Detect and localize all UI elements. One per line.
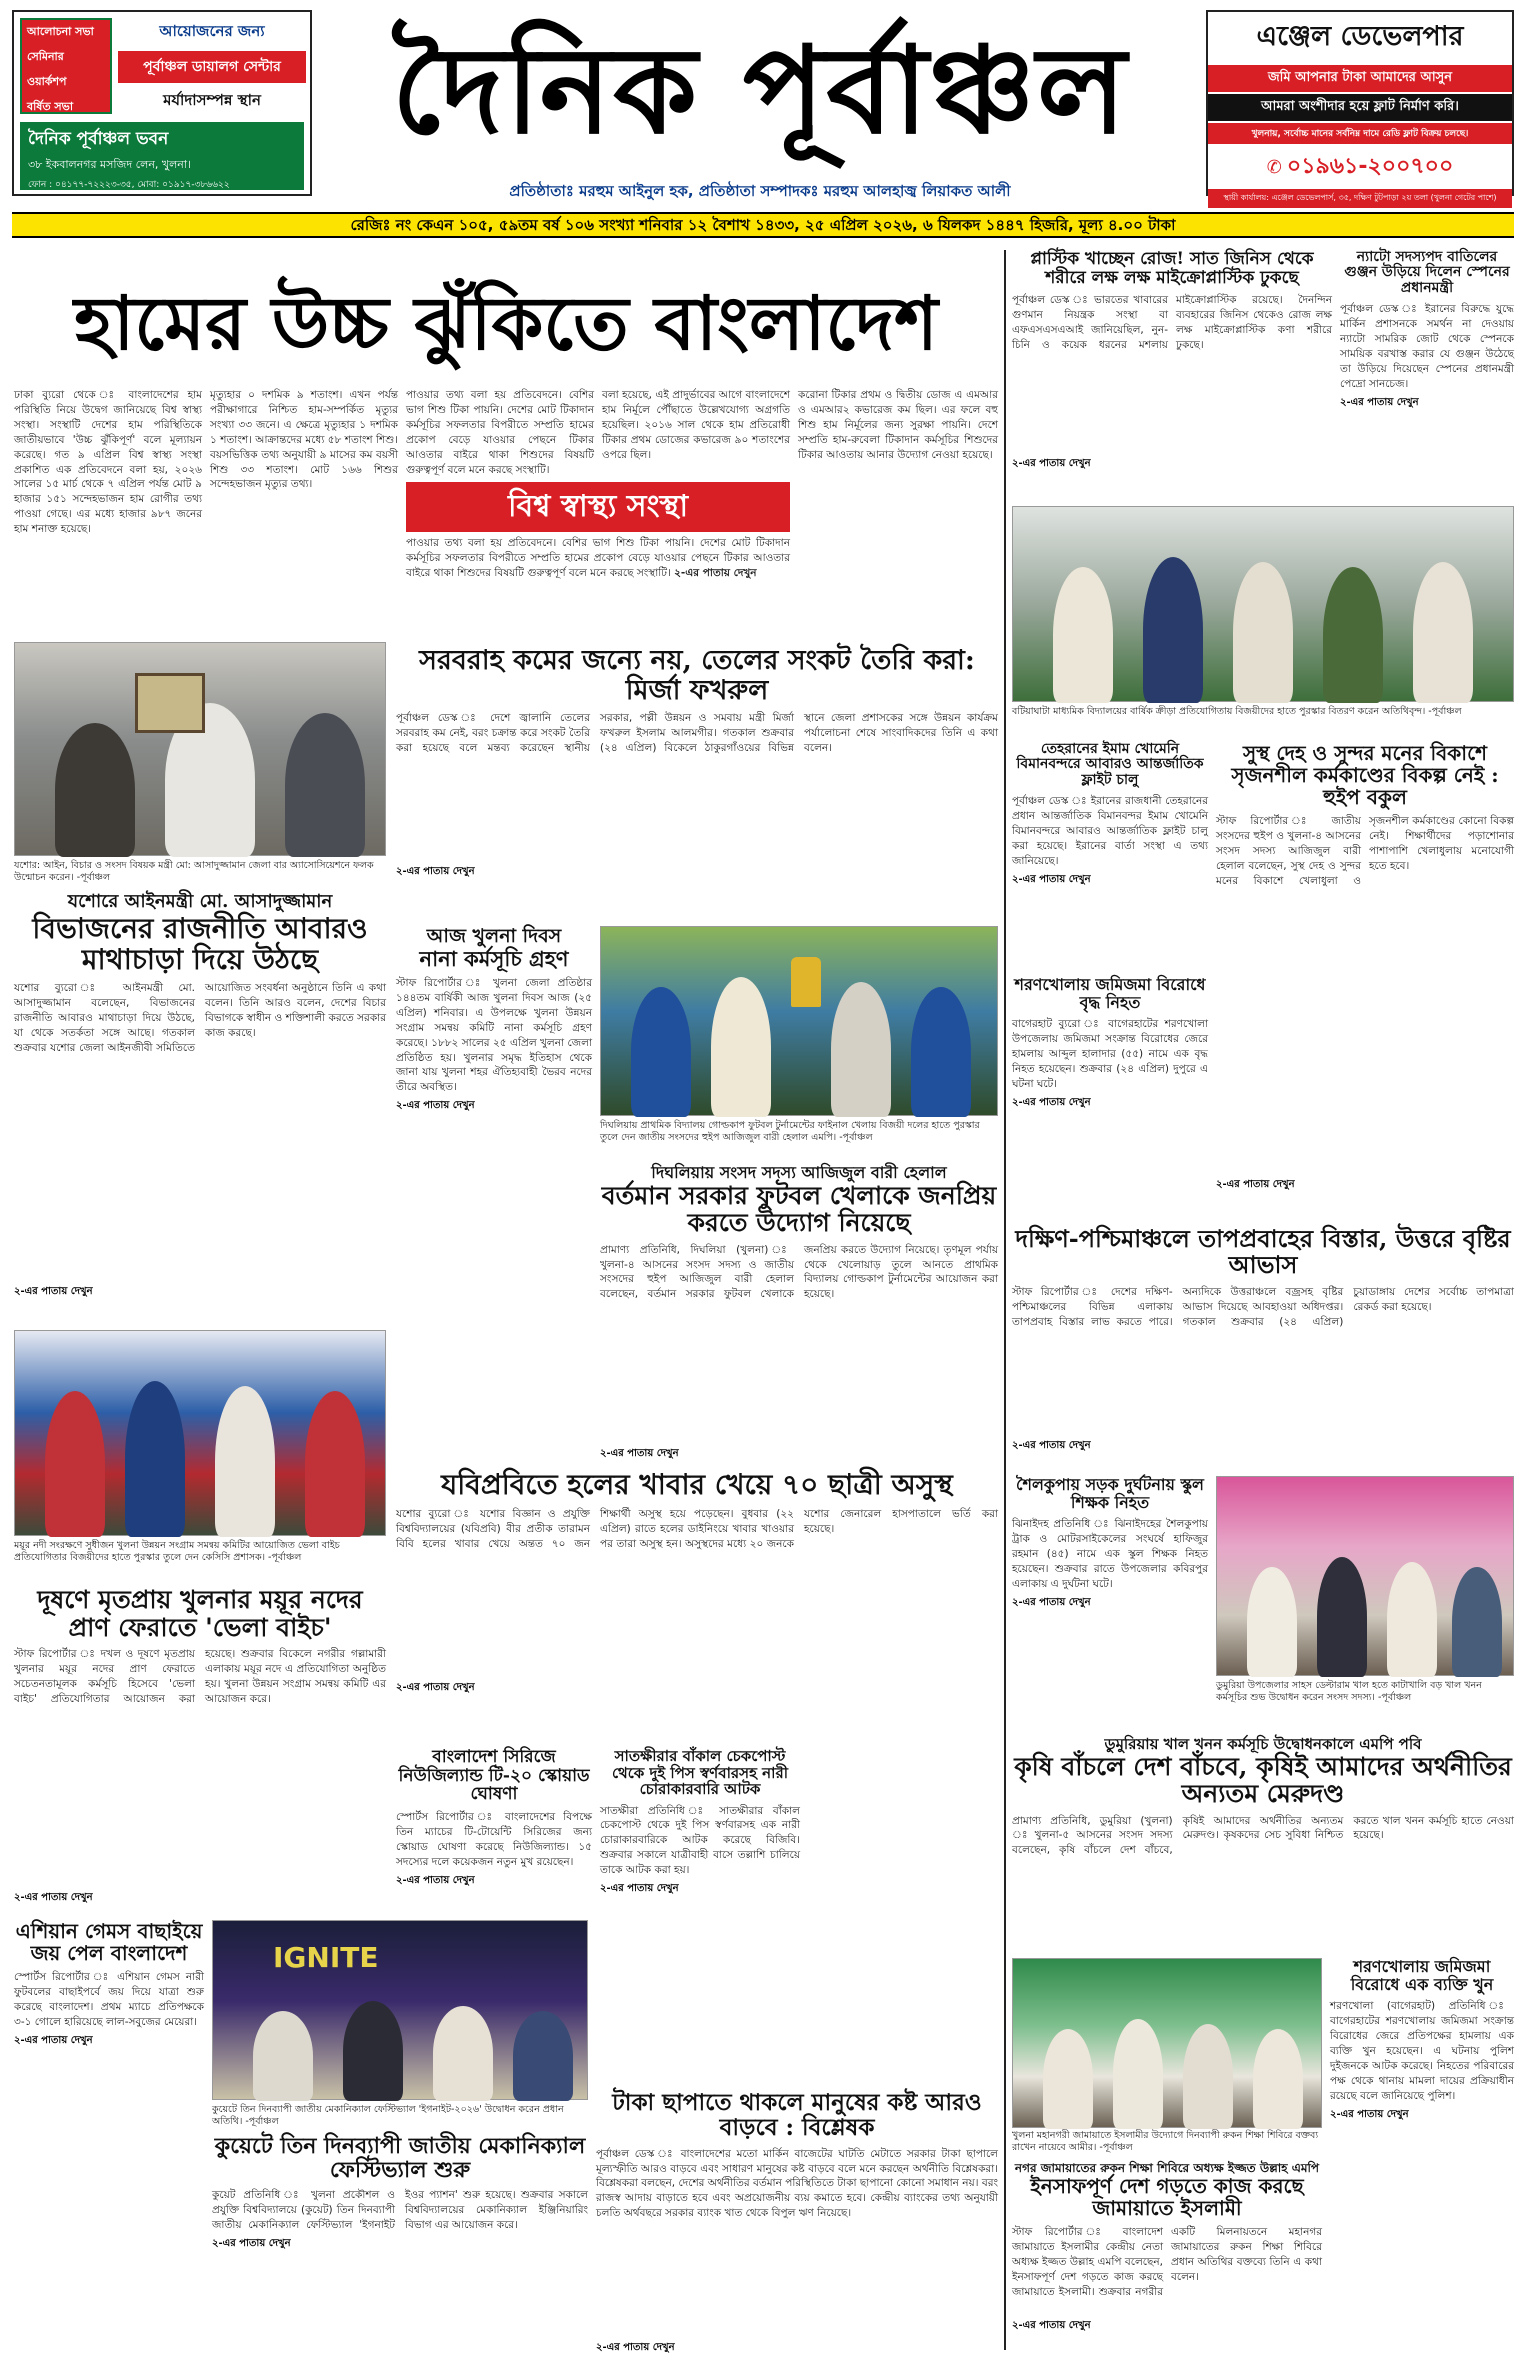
continued-note: ২-এর পাতায় দেখুন: [1012, 1596, 1091, 1608]
photo-football-trophy: [600, 926, 998, 1116]
story-body: যশোর ব্যুরো ঃ যশোর বিজ্ঞান ও প্রযুক্তি বিশ্ববিদ্যালয়ের (যবিপ্রবি) বীর প্রতীক তারামন বিবি হলের খাবার খেয়ে অন্তত ৭০ জন শিক্ষার্থী অসুস্থ হয়ে পড়েছেন। বুধবার (২২ এপ্রিল) রাতে হলের ডাইনিংয়ে খাবার খাওয়ার পর তারা অসুস্থ হন। অসুস্থদের মধ্যে ২০ জনকে যশোর জেনারেল হাসপাতালে ভর্তি করা হয়েছে।: [396, 1507, 998, 1550]
story-saranai: [1012, 976, 1208, 1216]
story-kicker: দিঘলিয়ায় সংসদ সদস্য আজিজুল বারী হেলাল: [651, 1163, 947, 1182]
lead-column: ঢাকা ব্যুরো থেকে ঃ বাংলাদেশের হাম পরিস্থিতি নিয়ে উদ্বেগ জানিয়েছে বিশ্ব স্বাস্থ্য সংস্থা। সংস্থাটি দেশের হাম পরিস্থিতিকে জাতীয়ভাবে 'উচ্চ ঝুঁকিপূর্ণ' বলে মূল্যায়ন করেছে। গত ৯ এপ্রিল বিশ্ব স্বাস্থ্য সংস্থা প্রকাশিত এক প্রতিবেদনে বলা হয়, ২০২৬ সালের ১৫ মার্চ থেকে ৭ এপ্রিল পর্যন্ত মোট ৯ হাজার ১৫১ সন্দেহভাজন হাম রোগীর তথ্য পাওয়া গেছে। এর মধ্যে হাজার ৯৮৭ জনের হাম শনাক্ত হয়েছে।: [14, 389, 202, 536]
continued-note: ২-এর পাতায় দেখুন: [600, 1447, 679, 1459]
story-kicker: আজ খুলনা দিবস: [426, 925, 562, 947]
story-headline: সুস্থ দেহ ও সুন্দর মনের বিকাশে সৃজনশীল কর্মকাণ্ডের বিকল্প নেই : হুইপ বকুল: [1231, 741, 1499, 809]
story-headline: ন্যাটো সদস্যপদ বাতিলের গুঞ্জন উড়িয়ে দিলেন স্পেনের প্রধানমন্ত্রী: [1344, 249, 1510, 296]
story-heat: [1012, 1226, 1514, 1466]
story-kicker: যশোরে আইনমন্ত্রী মো. আসাদুজ্জামান: [67, 891, 333, 912]
story-body: প্রামাণ্য প্রতিনিধি, ডুমুরিয়া (খুলনা) ঃ খুলনা-৫ আসনের সংসদ সদস্য বলেছেন, কৃষি বাঁচলে দেশ বাঁচবে, কৃষিই আমাদের অর্থনীতির অন্যতম মেরুদণ্ড। কৃষকদের সেচ সুবিধা নিশ্চিত করতে খাল খনন কর্মসূচি হাতে নেওয়া হয়েছে।: [1012, 1814, 1514, 1857]
developer-ad-line: জমি আপনার টাকা আমাদের আসুন: [1208, 65, 1512, 92]
lead-column: পাওয়ার তথ্য বলা হয় প্রতিবেদনে। বেশির ভাগ শিশু টিকা পায়নি। দেশের মোট টিকাদান কর্মসূচির সফলতার বিপরীতে সম্প্রতি হামের প্রকোপ বেড়ে যাওয়ার পেছনে টিকার আওতার বাইরে থাকা শিশুদের বিষয়টি গুরুত্বপূর্ণ বলে মনে করছে সংস্থাটি।: [406, 389, 594, 476]
continued-note: ২-এর পাতায় দেখুন: [596, 2341, 675, 2353]
continued-note: ২-এর পাতায় দেখুন: [1012, 1439, 1091, 1451]
story-body: সাতক্ষীরা প্রতিনিধি ঃ সাতক্ষীরার বাঁকাল চেকপোস্ট থেকে দুই পিস স্বর্ণবারসহ এক নারী চোরাকারবারিকে আটক করেছে বিজিবি। শুক্রবার সকালে যাত্রীবাহী বাসে তল্লাশি চালিয়ে তাকে আটক করা হয়।: [600, 1804, 800, 1877]
photo-caption: দিঘলিয়ায় প্রাথমিক বিদ্যালয় গোল্ডকাপ ফুটবল টুর্নামেন্টের ফাইনাল খেলায় বিজয়ী দলের হাতে পুরস্কার তুলে দেন জাতীয় সংসদের হুইপ আজিজুল বারী হেলাল এমপি। -পূর্বাঞ্চল: [600, 1120, 980, 1144]
developer-ad-phone: ০১৯৬১-২০০৭০০: [1286, 154, 1454, 179]
continued-note: ২-এর পাতায় দেখুন: [14, 1892, 93, 1903]
story-headline: দূষণে মৃতপ্রায় খুলনার ময়ূর নদের প্রাণ ফেরাতে 'ভেলা বাইচ': [37, 1585, 363, 1642]
story-headline: বিভাজনের রাজনীতি আবারও মাথাচাড়া দিয়ে উঠছে: [32, 911, 368, 976]
divider: [1004, 250, 1006, 2350]
story-headline: ইনসাফপূর্ণ দেশ গড়তে কাজ করছে জামায়াতে ইসলামী: [1030, 2174, 1304, 2221]
date-line: রেজিঃ নং কেএন ১০৫, ৫৯তম বর্ষ ১০৬ সংখ্যা শনিবার ১২ বৈশাখ ১৪৩৩, ২৫ এপ্রিল ২০২৬, ৬ যিলকদ ১৪৪৭ হিজরি, মূল্য ৪.০০ টাকা: [12, 212, 1514, 238]
story-body: পূর্বাঞ্চল ডেস্ক ঃ দেশে জ্বালানি তেলের সরবরাহ কম নেই, বরং চক্রান্ত করে সংকট তৈরি করা হয়েছে বলে মন্তব্য করেছেন স্থানীয় সরকার, পল্লী উন্নয়ন ও সমবায় মন্ত্রী মির্জা ফখরুল ইসলাম আলমগীর। গতকাল শুক্রবার (২৪ এপ্রিল) বিকেলে ঠাকুরগাঁওয়ের বিভিন্ন স্থানে জেলা প্রশাসকের সঙ্গে উন্নয়ন কার্যক্রম পর্যালোচনা শেষে সাংবাদিকদের তিনি এ কথা বলেন।: [396, 712, 998, 755]
story-body: স্পোর্টস রিপোর্টার ঃ এশিয়ান গেমস নারী ফুটবলের বাছাইপর্বে জয় দিয়ে যাত্রা শুরু করেছে বাংলাদেশ। প্রথম ম্যাচে প্রতিপক্ষকে ৩-১ গোলে হারিয়েছে লাল-সবুজের মেয়েরা।: [14, 1971, 204, 2028]
story-headline: শরণখোলায় জমিজমা বিরোধে এক ব্যক্তি খুন: [1350, 1957, 1494, 1994]
venue-ad-box: [12, 10, 312, 196]
continued-note: ২-এর পাতায় দেখুন: [600, 1883, 679, 1895]
story-body: স্টাফ রিপোর্টার ঃ বাংলাদেশ জামায়াতে ইসলামীর কেন্দ্রীয় নেতা অধ্যক্ষ ইজ্জত উল্লাহ এমপি বলেছেন, ইনসাফপূর্ণ দেশ গড়তে কাজ করছে জামায়াতে ইসলামী। শুক্রবার নগরীর একটি মিলনায়তনে মহানগর জামায়াতের রুকন শিক্ষা শিবিরে প্রধান অতিথির বক্তব্যে তিনি এ কথা বলেন।: [1012, 2226, 1322, 2298]
story-body: পূর্বাঞ্চল ডেস্ক ঃ ভারতের খাবারের গুণমান নিয়ন্ত্রক সংস্থা বা এফএসএসএআই জানিয়েছিল, নুন-চিনি ও কয়েক ধরনের মশলায় মাইক্রোপ্লাস্টিক রয়েছে। দৈনন্দিন ব্যবহারের জিনিস থেকেও রোজ লক্ষ লক্ষ মাইক্রোপ্লাস্টিক কণা শরীরে ঢুকছে।: [1012, 294, 1332, 352]
story-headline: সাতক্ষীরার বাঁকাল চেকপোস্ট থেকে দুই পিস স্বর্ণবারসহ নারী চোরাকারবারি আটক: [611, 1747, 789, 1798]
photo-kuet-festival: IGNITE: [212, 1920, 588, 2100]
story-whip: [1216, 742, 1514, 1216]
story-jamaat: [1012, 2162, 1322, 2354]
venue-purpose: [118, 18, 306, 114]
continued-note: ২-এর পাতায় দেখুন: [14, 2034, 93, 2046]
story-football: [600, 1164, 998, 1464]
venue-services-list: [20, 18, 112, 114]
photo-caption: কুয়েটে তিন দিনব্যাপী জাতীয় মেকানিক্যাল ফেস্টিভ্যাল 'ইগনাইট-২০২৬' উদ্বোধন করেন প্রধান অতিথি। -পূর্বাঞ্চল: [212, 2104, 564, 2128]
story-body: বাগেরহাট ব্যুরো ঃ বাগেরহাটের শরণখোলা উপজেলায় জমিজমা সংক্রান্ত বিরোধের জেরে হামলায় আব্দুল হালাদার (৫৫) নামে এক বৃদ্ধ নিহত হয়েছেন। শুক্রবার (২৪ এপ্রিল) দুপুরে এ ঘটনা ঘটে।: [1012, 1018, 1208, 1090]
story-body: কুয়েট প্রতিনিধি ঃ খুলনা প্রকৌশল ও প্রযুক্তি বিশ্ববিদ্যালয়ে (কুয়েট) তিন দিনব্যাপী জাতীয় মেকানিক্যাল ফেস্টিভ্যাল 'ইগনাইট ইওর প্যাশন' শুরু হয়েছে। শুক্রবার সকালে বিশ্ববিদ্যালয়ের মেকানিক্যাল ইঞ্জিনিয়ারিং বিভাগ এর আয়োজন করে।: [212, 2189, 588, 2232]
photo-caption: বটিয়াঘাটা মাধ্যমিক বিদ্যালয়ের বার্ষিক ক্রীড়া প্রতিযোগিতায় বিজয়ীদের হাতে পুরস্কার বিতরণ করেন অতিথিবৃন্দ। -পূর্বাঞ্চল: [1012, 706, 1462, 717]
developer-ad-phone-row: [1208, 149, 1512, 186]
continued-note: ২-এর পাতায় দেখুন: [1012, 458, 1091, 470]
story-iran: [1012, 742, 1208, 972]
venue-service-item: বর্ষিত সভা: [27, 100, 74, 113]
venue-service-item: আলোচনা সভা: [27, 25, 94, 38]
story-ybaipu: [396, 1470, 998, 1740]
story-khulna-day: [396, 926, 592, 1456]
photo-caption: ডুমুরিয়া উপজেলার সাহস ডেল্টারাম খাল হতে কাটাখালি বড় খাল খনন কর্মসূচির শুভ উদ্বোধন করেন সংসদ সদস্য। -পূর্বাঞ্চল: [1216, 1680, 1482, 1704]
venue-service-item: ওয়ার্কশপ: [27, 75, 67, 88]
lead-headline: হামের উচ্চ ঝুঁকিতে বাংলাদেশ: [74, 281, 938, 367]
developer-ad-box: [1206, 10, 1514, 202]
phone-icon: ✆: [1266, 157, 1282, 178]
story-mayur: [14, 1586, 386, 1906]
story-body: স্টাফ রিপোর্টার ঃ জাতীয় সংসদের হুইপ ও খুলনা-৪ আসনের সংসদ সদস্য আজিজুল বারী হেলাল বলেছেন, সুস্থ দেহ ও সুন্দর মনের বিকাশে খেলাধুলা ও সৃজনশীল কর্মকাণ্ডের কোনো বিকল্প নেই। শিক্ষার্থীদের পড়াশোনার পাশাপাশি খেলাধুলায় মনোযোগী হতে হবে।: [1216, 815, 1514, 887]
story-kuet: [212, 2134, 588, 2354]
story-body: ঝিনাইদহ প্রতিনিধি ঃ ঝিনাইদহের শৈলকুপায় ট্রাক ও মোটরসাইকেলের সংঘর্ষে হাফিজুর রহমান (৪৫) নামে এক স্কুল শিক্ষক নিহত হয়েছেন। শুক্রবার রাতে উপজেলার কবিরপুর এলাকায় এ দুর্ঘটনা ঘটে।: [1012, 1518, 1208, 1590]
venue-purpose-line: মর্যাদাসম্পন্ন স্থান: [163, 91, 261, 109]
story-headline: যবিপ্রবিতে হলের খাবার খেয়ে ৭০ ছাত্রী অসুস্থ: [441, 1468, 953, 1501]
photo-minister-plaque: [14, 642, 386, 856]
venue-phone: ফোন : ০৪১৭৭-৭২২২৩-৩৫, মোবা: ০১৯১৭-৩৮৬৬২২: [28, 180, 230, 190]
story-headline: বাংলাদেশ সিরিজে নিউজিল্যান্ড টি-২০ স্কোয়াড ঘোষণা: [398, 1747, 590, 1805]
story-body: পূর্বাঞ্চল ডেস্ক ঃ বাংলাদেশের মতো মার্কিন বাজেটের ঘাটতি মেটাতে সরকার টাকা ছাপালে মূল্যস্ফীতি আরও বাড়বে এবং সাধারণ মানুষের কষ্ট বাড়বে বলে মনে করছেন অর্থনীতি বিশ্লেষকরা। বিশ্লেষকরা বলছেন, দেশের অর্থনীতির বর্তমান পরিস্থিতিতে টাকা ছাপানো কোনো সমাধান নয়। বরং রাজস্ব আদায় বাড়াতে হবে এবং অপ্রয়োজনীয় ব্যয় কমাতে হবে। কেন্দ্রীয় ব্যাংকের তথ্য অনুযায়ী চলতি অর্থবছরে সরকার ব্যাংক খাত থেকে বিপুল ঋণ নিয়েছে।: [596, 2147, 998, 2220]
continued-note: ২-এর পাতায় দেখুন: [1012, 2320, 1091, 2332]
story-body: স্টাফ রিপোর্টার ঃ খুলনা জেলা প্রতিষ্ঠার ১৪৪তম বার্ষিকী আজ খুলনা দিবস আজ (২৫ এপ্রিল) শনিবার। এ উপলক্ষে খুলনা উন্নয়ন সংগ্রাম সমন্বয় কমিটি নানা কর্মসূচি গ্রহণ করেছে। ১৮৮২ সালের ২৫ এপ্রিল খুলনা জেলা প্রতিষ্ঠিত হয়। খুলনার সমৃদ্ধ ইতিহাস থেকে জানা যায় খুলনা শহর ঐতিহ্যবাহী ভৈরব নদের তীরে অবস্থিত।: [396, 976, 592, 1094]
newspaper-logo: দৈনিক পূর্বাঞ্চল: [391, 20, 1129, 161]
photo-caption: যশোর: আইন, বিচার ও সংসদ বিষয়ক মন্ত্রী মো: আসাদুজ্জামান জেলা বার অ্যাসোসিয়েশনে ফলক উন্মোচন করেন। -পূর্বাঞ্চল: [14, 860, 374, 884]
photo-jamaat-event: [1012, 1958, 1322, 2128]
lead-column: বলা হয়েছে, এই প্রাদুর্ভাবের আগে বাংলাদেশে হাম নির্মূলে পৌঁছাতে উল্লেখযোগ্য অগ্রগতি হয়েছিল। ২০১৬ সাল থেকে হাম প্রতিরোধী টিকার প্রথম ডোজের কভারেজ ৯০ শতাংশের ওপরে ছিল।: [602, 389, 790, 461]
continued-note: ২-এর পাতায় দেখুন: [1012, 1096, 1091, 1108]
story-nato: [1340, 250, 1514, 500]
story-headline: কুয়েটে তিন দিনব্যাপী জাতীয় মেকানিক্যাল ফেস্টিভ্যাল শুরু: [214, 2133, 586, 2184]
continued-note: ২-এর পাতায় দেখুন: [396, 1874, 475, 1886]
continued-note: ২-এর পাতায় দেখুন: [396, 1100, 475, 1112]
continued-note: ২-এর পাতায় দেখুন: [396, 1681, 475, 1693]
story-kicker: ডুমুরিয়ায় খাল খনন কর্মসূচি উদ্বোধনকালে এমপি পবি: [1104, 1735, 1422, 1753]
venue-address-box: [20, 122, 304, 190]
story-body: যশোর ব্যুরো ঃ আইনমন্ত্রী মো. আসাদুজ্জামান বলেছেন, বিভাজনের রাজনীতি আবারও মাথাচাড়া দিয়ে উঠছে, যা থেকে সতর্কতা সঙ্গে আছে। গতকাল শুক্রবার যশোর জেলা আইনজীবী সমিতিতে আয়োজিত সংবর্ধনা অনুষ্ঠানে তিনি এ কথা বলেন। তিনি আরও বলেন, দেশের বিচার বিভাগকে স্বাধীন ও শক্তিশালী করতে সরকার কাজ করছে।: [14, 982, 386, 1055]
story-headline: সরবরাহ কমের জন্যে নয়, তেলের সংকট তৈরি করা: মির্জা ফখরুল: [419, 645, 975, 706]
story-asian-games: [14, 1920, 204, 2350]
lead-column: [406, 536, 790, 636]
story-headline: বর্তমান সরকার ফুটবল খেলাকে জনপ্রিয় করতে উদ্যোগ নিয়েছে: [601, 1180, 997, 1238]
founders-line: প্রতিষ্ঠাতাঃ মরহুম আইনুল হক, প্রতিষ্ঠাতা সম্পাদকঃ মরহুম আলহাজ্ব লিয়াকত আলী: [509, 182, 1011, 200]
story-body: পূর্বাঞ্চল ডেস্ক ঃ ইরানের রাজধানী তেহরানের প্রধান আন্তর্জাতিক বিমানবন্দর ইমাম খোমেনি বিমানবন্দরে আবারও আন্তর্জাতিক ফ্লাইট চালু করা হয়েছে। ইরানের বার্তা সংস্থা এ তথ্য জানিয়েছে।: [1012, 795, 1208, 867]
continued-note: ২-এর পাতায় দেখুন: [212, 2238, 291, 2250]
continued-note: ২-এর পাতায় দেখুন: [14, 1286, 93, 1298]
story-teacher: [1012, 1476, 1208, 1726]
continued-note: ২-এর পাতায় দেখুন: [1216, 1179, 1295, 1190]
venue-address: ৩৮ ইকবালনগর মসজিদ লেন, খুলনা।: [28, 158, 192, 171]
story-headline: শরণখোলায় জমিজমা বিরোধে বৃদ্ধ নিহত: [1014, 975, 1206, 1012]
story-headline: কৃষি বাঁচলে দেশ বাঁচবে, কৃষিই আমাদের অর্থনীতির অন্যতম মেরুদণ্ড: [1014, 1751, 1512, 1808]
story-jessore: [14, 892, 386, 1312]
story-satkhira: [600, 1748, 800, 2078]
continued-note: ২-এর পাতায় দেখুন: [674, 566, 757, 579]
lead-column: করোনা টিকার প্রথম ও দ্বিতীয় ডোজ এ এমআর ও এমআর২ কভারেজ কম ছিল। এর ফলে বহু শিশু হাম নির্মূলের জন্য সুরক্ষা পায়নি। দেশে সম্প্রতি হাম-রুবেলা টিকাদান কর্মসূচির শিশুদের টিকার আওতায় আনার উদ্যোগ নেওয়া হয়েছে।: [798, 389, 998, 461]
story-headline: দক্ষিণ-পশ্চিমাঞ্চলে তাপপ্রবাহের বিস্তার, উত্তরে বৃষ্টির আভাস: [1015, 1224, 1511, 1280]
lead-column: মৃত্যুহার ০ দশমিক ৯ শতাংশ। এখন পর্যন্ত পরীক্ষাগারে নিশ্চিত হাম-সম্পর্কিত মৃত্যুর সংখ্যা ৩৩ জনে। এ ক্ষেত্রে মৃত্যুহার ১ দশমিক ১ শতাংশ। আক্রান্তদের মধ্যে ৫৮ শতাংশ শিশু। বয়সভিত্তিক তথ্য অনুযায়ী ৯ মাসের কম বয়সী শিশু ৩৩ শতাংশ। মোট ১৬৬ শিশুর সন্দেহভাজন মৃত্যুর তথ্য।: [210, 389, 398, 491]
story-headline: শৈলকুপায় সড়ক দুর্ঘটনায় স্কুল শিক্ষক নিহত: [1016, 1475, 1204, 1512]
venue-service-item: সেমিনার: [27, 50, 64, 63]
photo-sports-prize: [1012, 506, 1514, 702]
photo-vela-baich: [14, 1330, 386, 1536]
story-kicker: নগর জামায়াতের রুকন শিক্ষা শিবিরে অধ্যক্ষ ইজ্জত উল্লাহ এমপি: [1014, 2161, 1320, 2175]
venue-building: দৈনিক পূর্বাঞ্চল ভবন: [28, 129, 169, 149]
developer-ad-title: এঞ্জেল ডেভেলপার: [1256, 21, 1464, 52]
story-headline: টাকা ছাপাতে থাকলে মানুষের কষ্ট আরও বাড়বে : বিশ্লেষক: [612, 2089, 982, 2142]
venue-name: পূর্বাঞ্চল ডায়ালগ সেন্টার: [118, 51, 306, 83]
lead-column-continued: পাওয়ার তথ্য বলা হয় প্রতিবেদনে। বেশির ভাগ শিশু টিকা পায়নি। দেশের মোট টিকাদান কর্মসূচির সফলতার বিপরীতে সম্প্রতি হামের প্রকোপ বেড়ে যাওয়ার পেছনে টিকার আওতার বাইরে থাকা শিশুদের বিষয়টি গুরুত্বপূর্ণ বলে মনে করছে সংস্থাটি।: [406, 537, 790, 579]
story-headline: তেহরানের ইমাম খোমেনি বিমানবন্দরে আবারও আন্তর্জাতিক ফ্লাইট চালু: [1016, 741, 1204, 788]
story-plastic: [1012, 250, 1332, 500]
venue-purpose-line: আয়োজনের জন্য: [159, 22, 265, 40]
photo-canal-inauguration: [1216, 1476, 1514, 1676]
story-body: স্পোর্টস রিপোর্টার ঃ বাংলাদেশের বিপক্ষে তিন ম্যাচের টি-টোয়েন্টি সিরিজের জন্য স্কোয়াড ঘোষণা করেছে নিউজিল্যান্ড। ১৫ সদস্যের দলে কয়েকজন নতুন মুখ রয়েছেন।: [396, 1811, 592, 1868]
story-body: প্রামাণ্য প্রতিনিধি, দিঘলিয়া (খুলনা) ঃ খুলনা-৪ আসনের সংসদ সদস্য ও জাতীয় সংসদের হুইপ আজিজুল বারী হেলাল বলেছেন, বর্তমান সরকার ফুটবল খেলাকে জনপ্রিয় করতে উদ্যোগ নিয়েছে। তৃণমূল পর্যায় থেকে খেলোয়াড় তুলে আনতে প্রাথমিক বিদ্যালয় গোল্ডকাপ টুর্নামেন্টের আয়োজন করা হয়েছে।: [600, 1243, 998, 1301]
story-money: [596, 2090, 998, 2354]
developer-ad-address: স্থায়ী কার্যালয়: এঞ্জেল ডেভেলপার্স, ৩৫, দক্ষিণ টুটপাড়া ২য় তলা (খুলনা গেটের পাশে): [1208, 189, 1512, 208]
story-body: পূর্বাঞ্চল ডেস্ক ঃ ইরানের বিরুদ্ধে যুদ্ধে মার্কিন প্রশাসনকে সমর্থন না দেওয়ায় ন্যাটো সামরিক জোট থেকে স্পেনকে সাময়িক বরখাস্ত করার যে গুঞ্জন উঠেছে তা উড়িয়ে দিয়েছেন স্পেনের প্রধানমন্ত্রী পেদ্রো সানচেজ।: [1340, 303, 1514, 390]
who-label: বিশ্ব স্বাস্থ্য সংস্থা: [406, 482, 790, 532]
story-headline: প্লাস্টিক খাচ্ছেন রোজ! সাত জিনিস থেকে শরীরে লক্ষ লক্ষ মাইক্রোপ্লাস্টিক ঢুকছে: [1030, 249, 1314, 288]
story-cricket: [396, 1748, 592, 2078]
story-headline: এশিয়ান গেমস বাছাইয়ে জয় পেল বাংলাদেশ: [15, 1919, 203, 1965]
photo-caption: খুলনা মহানগরী জামায়াতে ইসলামীর উদ্যোগে দিনব্যাপী রুকন শিক্ষা শিবিরে বক্তব্য রাখেন নায়েবে আমীর। -পূর্বাঞ্চল: [1012, 2130, 1319, 2154]
developer-ad-line: খুলনায়, সর্বোচ্চ মানের সর্বনিম্ন দামে রেডি ফ্লাট বিক্রয় চলছে।: [1208, 123, 1512, 144]
continued-note: ২-এর পাতায় দেখুন: [1012, 873, 1091, 885]
story-body: শরণখোলা (বাগেরহাট) প্রতিনিধি ঃ বাগেরহাটের শরণখোলায় জমিজমা সংক্রান্ত বিরোধের জেরে প্রতিপক্ষের হামলায় এক ব্যক্তি খুন হয়েছেন। এ ঘটনায় পুলিশ দুইজনকে আটক করেছে। নিহতের পরিবারের পক্ষ থেকে থানায় মামলা দায়ের প্রক্রিয়াধীন রয়েছে বলে জানিয়েছে পুলিশ।: [1330, 2000, 1514, 2102]
continued-note: ২-এর পাতায় দেখুন: [396, 866, 475, 878]
continued-note: ২-এর পাতায় দেখুন: [1340, 396, 1419, 408]
continued-note: ২-এর পাতায় দেখুন: [1330, 2108, 1409, 2120]
story-mirza: [396, 646, 998, 916]
story-murder: [1330, 1958, 1514, 2354]
story-body: স্টাফ রিপোর্টার ঃ দখল ও দূষণে মৃতপ্রায় খুলনার ময়ূর নদের প্রাণ ফেরাতে সচেতনতামূলক কর্মসূচি হিসেবে 'ভেলা বাইচ' প্রতিযোগিতার আয়োজন করা হয়েছে। শুক্রবার বিকেলে নগরীর গল্লামারী এলাকায় ময়ূর নদে এ প্রতিযোগিতা অনুষ্ঠিত হয়। খুলনা উন্নয়ন সংগ্রাম সমন্বয় কমিটি এর আয়োজন করে।: [14, 1648, 386, 1705]
photo-caption: ময়ূর নদী সংরক্ষণে সুধীজন খুলনা উন্নয়ন সংগ্রাম সমন্বয় কমিটির আয়োজিত ভেলা বাইচ প্রতিযোগিতার বিজয়ীদের হাতে পুরস্কার তুলে দেন কেসিসি প্রশাসক। -পূর্বাঞ্চল: [14, 1540, 340, 1564]
developer-ad-line: আমরা অংশীদার হয়ে ফ্লাট নির্মাণ করি।: [1208, 94, 1512, 121]
story-body: স্টাফ রিপোর্টার ঃ দেশের দক্ষিণ-পশ্চিমাঞ্চলের বিভিন্ন এলাকায় তাপপ্রবাহ বিস্তার লাভ করতে পারে। অন্যদিকে উত্তরাঞ্চলে বজ্রসহ বৃষ্টির আভাস দিয়েছে আবহাওয়া অধিদপ্তর। গতকাল শুক্রবার (২৪ এপ্রিল) চুয়াডাঙ্গায় দেশের সর্বোচ্চ তাপমাত্রা রেকর্ড করা হয়েছে।: [1012, 1285, 1514, 1328]
story-headline: নানা কর্মসূচি গ্রহণ: [419, 945, 569, 971]
